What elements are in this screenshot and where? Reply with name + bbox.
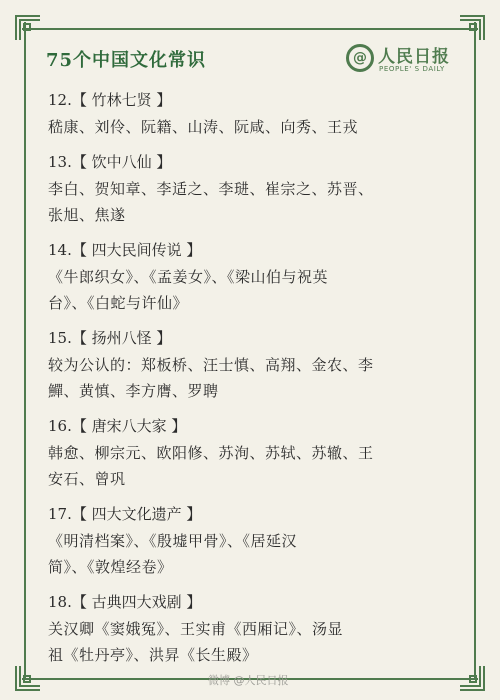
weibo-watermark: 微博 @人民日报 — [208, 674, 289, 687]
content-list — [48, 86, 460, 676]
corner-ornament-icon — [458, 664, 486, 692]
section-text-line: 《明清档案》、《殷墟甲骨》、《居延汉 — [48, 532, 298, 550]
logo-text: 人民日报 — [378, 47, 450, 67]
section-heading: 14.【 四大民间传说 】 — [48, 241, 202, 259]
list-item — [48, 588, 460, 668]
section-text-line: 韩愈、柳宗元、欧阳修、苏洵、苏轼、苏辙、王 — [48, 444, 374, 462]
list-item — [48, 148, 460, 228]
page-title: 75个中国文化常识 — [46, 50, 207, 71]
section-text-line: 简》、《敦煌经卷》 — [48, 558, 173, 576]
list-item — [48, 412, 460, 492]
list-item — [48, 86, 460, 140]
section-text-line: 嵇康、刘伶、阮籍、山涛、阮咸、向秀、王戎 — [48, 118, 359, 136]
corner-ornament-icon — [14, 664, 42, 692]
section-heading: 15.【 扬州八怪 】 — [48, 329, 172, 347]
section-text-line: 关汉卿《窦娥冤》、王实甫《西厢记》、汤显 — [48, 620, 344, 638]
brand-logo — [346, 42, 458, 78]
frame-left-border — [24, 22, 26, 678]
section-text-line: 张旭、焦遂 — [48, 206, 126, 224]
section-text-line: 安石、曾巩 — [48, 470, 126, 488]
at-sign-icon: @ — [346, 44, 374, 72]
corner-ornament-icon — [458, 14, 486, 42]
logo-subtext: PEOPLE' S DAILY — [379, 65, 445, 73]
section-text-line: 较为公认的：郑板桥、汪士慎、高翔、金农、李 — [48, 356, 374, 374]
section-heading: 12.【 竹林七贤 】 — [48, 91, 172, 109]
corner-ornament-icon — [14, 14, 42, 42]
section-heading: 13.【 饮中八仙 】 — [48, 153, 172, 171]
section-text-line: 祖《牡丹亭》、洪昇《长生殿》 — [48, 646, 258, 664]
list-item — [48, 324, 460, 404]
header — [40, 40, 460, 82]
section-heading: 18.【 古典四大戏剧 】 — [48, 593, 202, 611]
frame-right-border — [474, 22, 476, 678]
section-heading: 16.【 唐宋八大家 】 — [48, 417, 187, 435]
section-text-line: 《牛郎织女》、《孟姜女》、《梁山伯与祝英 — [48, 268, 329, 286]
list-item — [48, 236, 460, 316]
list-item — [48, 500, 460, 580]
section-heading: 17.【 四大文化遗产 】 — [48, 505, 202, 523]
section-text-line: 鱓、黄慎、李方膺、罗聘 — [48, 382, 219, 400]
section-text-line: 李白、贺知章、李适之、李琎、崔宗之、苏晋、 — [48, 180, 374, 198]
section-text-line: 台》、《白蛇与许仙》 — [48, 294, 189, 312]
frame-top-border — [22, 28, 478, 30]
